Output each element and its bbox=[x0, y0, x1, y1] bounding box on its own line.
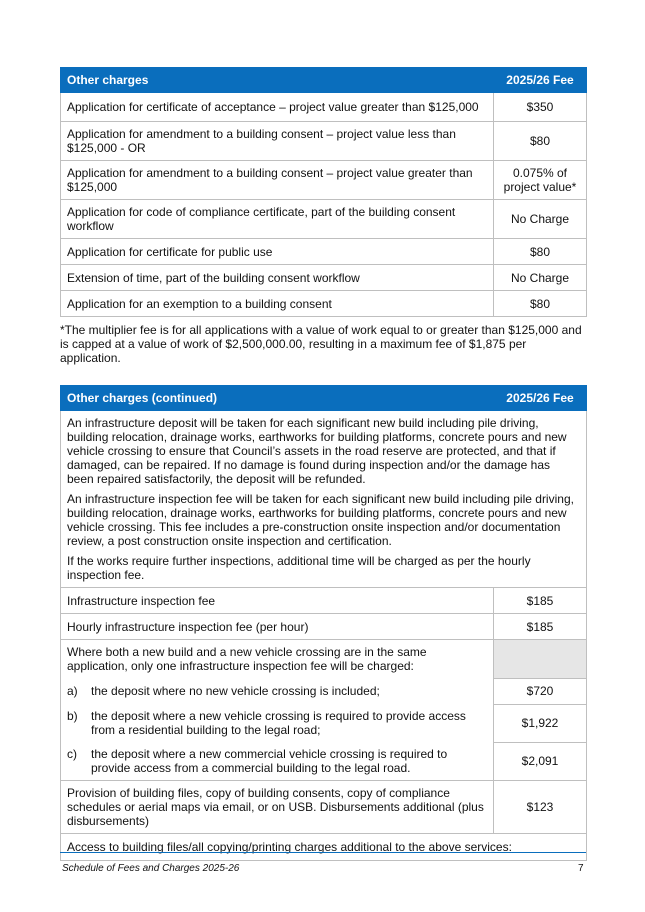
row-label: Application for certificate for public use bbox=[61, 239, 494, 265]
page-number: 7 bbox=[578, 863, 584, 874]
table-header-row bbox=[61, 386, 587, 411]
table-row bbox=[61, 93, 587, 122]
shaded-cell bbox=[494, 640, 587, 679]
header-label: Other charges bbox=[61, 68, 494, 93]
row-fee: $185 bbox=[494, 588, 587, 614]
deposit-intro: Where both a new build and a new vehicle crossing are in the same application, only one infrastructure inspection fee will be charged: bbox=[61, 640, 494, 679]
deposit-item-b bbox=[61, 704, 494, 742]
multiplier-footnote: *The multiplier fee is for all applications with a value of work equal to or greater than $125,000 and is capped at a value of work of $2,500,000.00, resulting in a maximum fee of $1,875 per application. bbox=[60, 323, 582, 365]
row-fee: $1,922 bbox=[494, 704, 587, 742]
row-label: Application for code of compliance certificate, part of the building consent workflow bbox=[61, 200, 494, 239]
table-row bbox=[61, 239, 587, 265]
row-fee: $80 bbox=[494, 122, 587, 161]
table-row bbox=[61, 265, 587, 291]
footer-divider bbox=[60, 852, 586, 853]
header-fee: 2025/26 Fee bbox=[494, 386, 587, 411]
table-row bbox=[61, 588, 587, 614]
row-label: Application for certificate of acceptance – project value greater than $125,000 bbox=[61, 93, 494, 122]
row-label: Application for amendment to a building consent – project value greater than $125,000 bbox=[61, 161, 494, 200]
row-fee: $80 bbox=[494, 291, 587, 317]
list-item bbox=[61, 742, 587, 781]
deposit-item-c bbox=[61, 742, 494, 781]
access-charges-row: Access to building files/all copying/printing charges additional to the above services: bbox=[61, 834, 587, 861]
other-charges-table bbox=[60, 67, 587, 317]
row-fee: $720 bbox=[494, 678, 587, 704]
deposit-item-a bbox=[61, 678, 494, 704]
row-fee: No Charge bbox=[494, 200, 587, 239]
other-charges-continued-table bbox=[60, 385, 587, 861]
item-label: the deposit where a new vehicle crossing is required to provide access from a residential building to the legal road; bbox=[91, 709, 466, 737]
deposit-intro-row bbox=[61, 640, 587, 679]
further-inspections-paragraph: If the works require further inspections, additional time will be charged as per the hourly inspection fee. bbox=[67, 554, 531, 582]
table-row bbox=[61, 834, 587, 861]
row-fee: $123 bbox=[494, 781, 587, 834]
item-letter: b) bbox=[67, 709, 78, 723]
row-label: Extension of time, part of the building consent workflow bbox=[61, 265, 494, 291]
deposit-paragraph: An infrastructure deposit will be taken for each significant new build including pile driving, building relocation, drainage works, earthworks for building platforms, concrete pours and new vehicle crossing to ensure that Council’s assets in the road reserve are protected, and that if damaged, can be repaired. If no damage is found during inspection and/or the damage has been repaired satisfactorily, the deposit will be refunded. bbox=[67, 416, 567, 486]
row-label: Application for amendment to a building consent – project value less than $125,000 - OR bbox=[61, 122, 494, 161]
row-fee: $2,091 bbox=[494, 742, 587, 781]
table-row bbox=[61, 122, 587, 161]
list-item bbox=[61, 704, 587, 742]
infrastructure-intro bbox=[61, 411, 587, 588]
row-label: Hourly infrastructure inspection fee (per hour) bbox=[61, 614, 494, 640]
row-fee: $350 bbox=[494, 93, 587, 122]
table-row bbox=[61, 161, 587, 200]
inspection-paragraph: An infrastructure inspection fee will be taken for each significant new build including pile driving, building relocation, drainage works, earthworks for building platforms, concrete pours and new vehicle crossing. This fee includes a pre-construction onsite inspection and/or documentation review, a post construction onsite inspection and certification. bbox=[67, 492, 574, 548]
table-row bbox=[61, 614, 587, 640]
list-item bbox=[61, 678, 587, 704]
row-label: Application for an exemption to a building consent bbox=[61, 291, 494, 317]
table-row bbox=[61, 200, 587, 239]
row-fee: 0.075% of project value* bbox=[494, 161, 587, 200]
row-fee: $185 bbox=[494, 614, 587, 640]
row-fee: No Charge bbox=[494, 265, 587, 291]
row-fee: $80 bbox=[494, 239, 587, 265]
item-letter: c) bbox=[67, 747, 77, 761]
item-label: the deposit where a new commercial vehicle crossing is required to provide access from a commercial building to the legal road. bbox=[91, 747, 448, 775]
item-label: the deposit where no new vehicle crossing is included; bbox=[91, 684, 380, 698]
row-label: Provision of building files, copy of building consents, copy of compliance schedules or aerial maps via email, or on USB. Disbursements additional (plus disbursements) bbox=[61, 781, 494, 834]
header-label: Other charges (continued) bbox=[61, 386, 494, 411]
header-fee: 2025/26 Fee bbox=[494, 68, 587, 93]
table-row bbox=[61, 781, 587, 834]
table-row bbox=[61, 291, 587, 317]
row-label: Infrastructure inspection fee bbox=[61, 588, 494, 614]
item-letter: a) bbox=[67, 684, 78, 698]
footer-title: Schedule of Fees and Charges 2025-26 bbox=[62, 863, 240, 874]
table-header-row bbox=[61, 68, 587, 93]
infrastructure-intro-row bbox=[61, 411, 587, 588]
